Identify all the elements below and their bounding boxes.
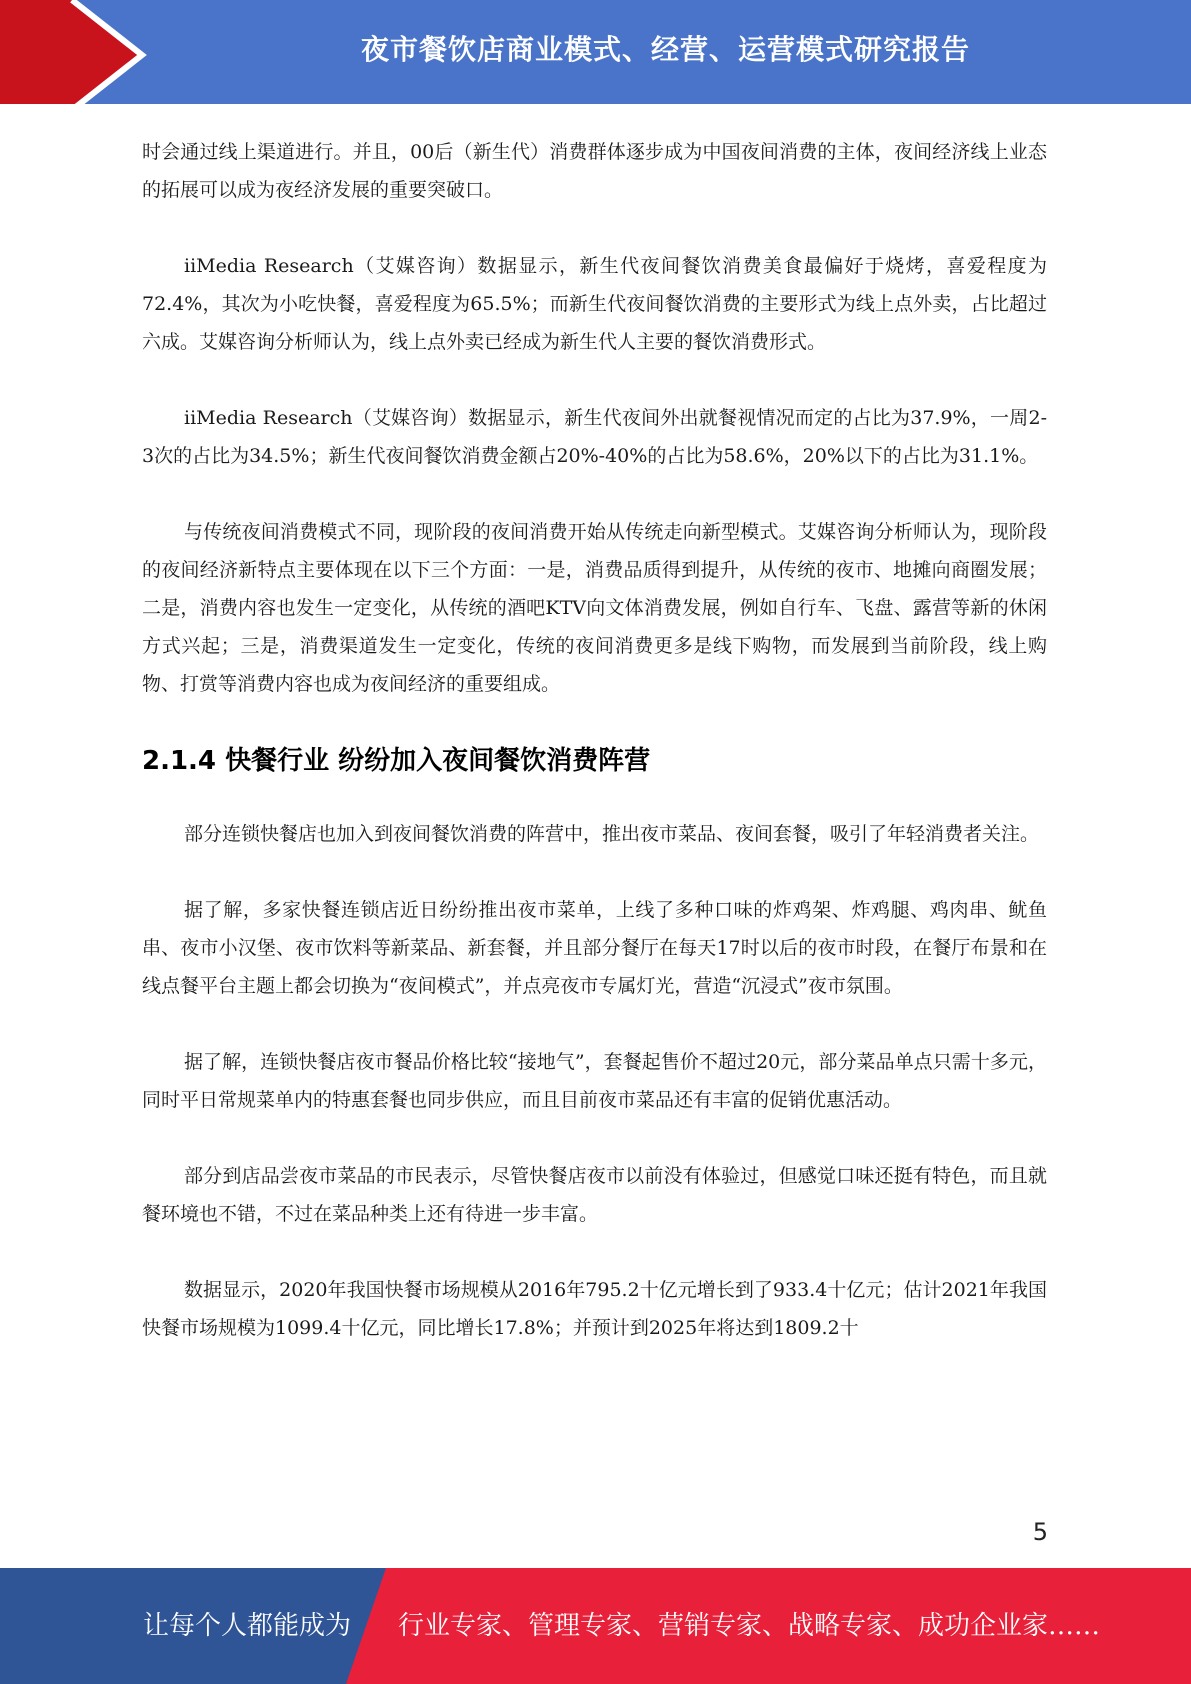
footer-slogan-right: 行业专家、管理专家、营销专家、战略专家、成功企业家…… bbox=[398, 1611, 1101, 1641]
paragraph: 数据显示，2020年我国快餐市场规模从2016年795.2十亿元增长到了933.4十亿元；估计2021年我国快餐市场规模为1099.4十亿元，同比增长17.8%；并预计到2025年将达到1809.2十 bbox=[142, 1279, 1047, 1339]
report-title: 夜市餐饮店商业模式、经营、运营模式研究报告 bbox=[360, 33, 970, 66]
paragraph: iiMedia Research（艾媒咨询）数据显示，新生代夜间外出就餐视情况而定的占比为37.9%，一周2-3次的占比为34.5%；新生代夜间餐饮消费金额占20%-40%的占比为58.6%，20%以下的占比为31.1%。 bbox=[142, 407, 1047, 467]
paragraph: 与传统夜间消费模式不同，现阶段的夜间消费开始从传统走向新型模式。艾媒咨询分析师认为，现阶段的夜间经济新特点主要体现在以下三个方面：一是，消费品质得到提升，从传统的夜市、地摊向商圈发展；二是，消费内容也发生一定变化，从传统的酒吧KTV向文体消费发展，例如自行车、飞盘、露营等新的休闲方式兴起；三是，消费渠道发生一定变化，传统的夜间消费更多是线下购物，而发展到当前阶段，线上购物、打赏等消费内容也成为夜间经济的重要组成。 bbox=[142, 521, 1047, 695]
document-body bbox=[142, 133, 1047, 1385]
paragraph: 据了解，多家快餐连锁店近日纷纷推出夜市菜单，上线了多种口味的炸鸡架、炸鸡腿、鸡肉串、鱿鱼串、夜市小汉堡、夜市饮料等新菜品、新套餐，并且部分餐厅在每天17时以后的夜市时段，在餐厅布景和在线点餐平台主题上都会切换为“夜间模式”，并点亮夜市专属灯光，营造“沉浸式”夜市氛围。 bbox=[142, 899, 1047, 997]
paragraph: 时会通过线上渠道进行。并且，00后（新生代）消费群体逐步成为中国夜间消费的主体，夜间经济线上业态的拓展可以成为夜经济发展的重要突破口。 bbox=[142, 141, 1047, 201]
paragraph: 部分到店品尝夜市菜品的市民表示，尽管快餐店夜市以前没有体验过，但感觉口味还挺有特色，而且就餐环境也不错，不过在菜品种类上还有待进一步丰富。 bbox=[142, 1165, 1047, 1225]
page-footer bbox=[0, 1568, 1191, 1684]
footer-slogan-left: 让每个人都能成为 bbox=[143, 1611, 352, 1641]
paragraph: iiMedia Research（艾媒咨询）数据显示，新生代夜间餐饮消费美食最偏好于烧烤，喜爱程度为72.4%，其次为小吃快餐，喜爱程度为65.5%；而新生代夜间餐饮消费的主要形式为线上点外卖，占比超过六成。艾媒咨询分析师认为，线上点外卖已经成为新生代人主要的餐饮消费形式。 bbox=[142, 255, 1047, 353]
paragraph: 据了解，连锁快餐店夜市餐品价格比较“接地气”，套餐起售价不超过20元，部分菜品单点只需十多元，同时平日常规菜单内的特惠套餐也同步供应，而且目前夜市菜品还有丰富的促销优惠活动。 bbox=[142, 1051, 1047, 1111]
page-header bbox=[0, 0, 1191, 110]
page-number: 5 bbox=[1032, 1518, 1048, 1546]
section-heading: 2.1.4 快餐行业 纷纷加入夜间餐饮消费阵营 bbox=[142, 746, 651, 776]
paragraph: 部分连锁快餐店也加入到夜间餐饮消费的阵营中，推出夜市菜品、夜间套餐，吸引了年轻消费者关注。 bbox=[184, 823, 1040, 845]
